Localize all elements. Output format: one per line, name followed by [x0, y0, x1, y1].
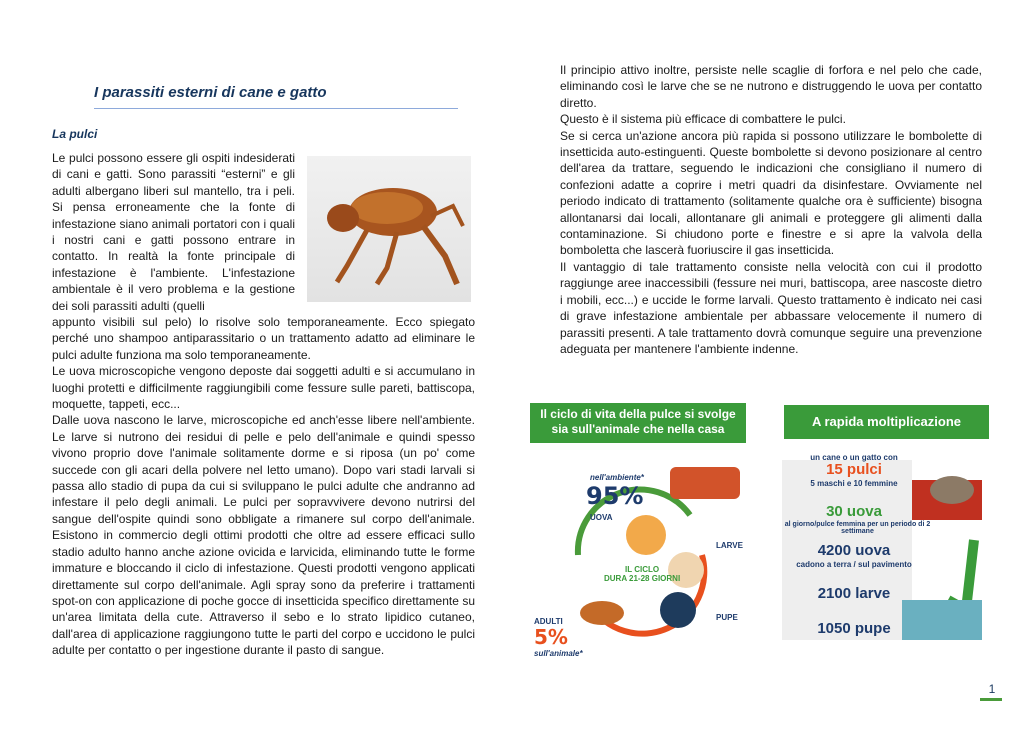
main-text [52, 314, 475, 659]
line-7: cadono a terra / sul pavimento [796, 560, 912, 569]
multiplication-infographic [762, 395, 1000, 663]
larvae-count: 2100 larve [817, 585, 891, 602]
paragraph: Le uova microscopiche vengono deposte dai soggetti adulti e si accumulano in luoghi protetti e difficilmente raggiungibili come fessure sulle pareti, battiscopa, moquette, tappeti, ecc... [52, 364, 475, 412]
right-column-text [560, 62, 982, 357]
environment-label: nell'ambiente* [590, 473, 644, 482]
intro-text [52, 150, 295, 314]
pupae-label: PUPE [716, 613, 738, 622]
animal-label: sull'animale* [534, 649, 583, 658]
eggs-label: UOVA [590, 513, 613, 522]
paragraph: Il principio attivo inoltre, persiste nelle scaglie di forfora e nel pelo che cade, eliminando così le larve che se ne nutrono e distruggendo le uova per contatto diretto. [560, 63, 982, 110]
page-number-rule [980, 698, 1002, 701]
animal-percent: 5% [534, 625, 568, 649]
paragraph: Questo è il sistema più efficace di combattere le pulci. [560, 112, 846, 127]
eggs-total: 4200 uova [817, 542, 891, 559]
multiplication-banner: A rapida moltiplicazione [784, 405, 989, 439]
life-cycle-banner: Il ciclo di vita della pulce si svolge sia sull'animale che nella casa [530, 403, 746, 443]
life-cycle-infographic [520, 395, 758, 663]
paragraph: Se si cerca un'azione ancora più rapida si possono utilizzare le bombolette di insetticida auto-estinguenti. Queste bombolette si devono posizionare al centro dell'area da trattare, seguendo le indicazioni che consigliano il numero di confezioni adatte a coprire i metri quadri da disinfestare. Ovviamente nel periodo indicato di trattamento (solitamente qualche ora è sufficiente) bisogna allontanarsi dai locali, allontanare gli animali e proteggere gli alimenti dalla contaminazione. Si chiudono porte e finestre e si apre la valvola della bomboletta che lascerà fuoriuscire il gas insetticida. [560, 128, 982, 258]
cycle-duration: IL CICLO DURA 21-28 GIORNI [604, 565, 681, 583]
adults-label: ADULTI [534, 617, 563, 626]
larvae-label: LARVE [716, 541, 743, 550]
page-number: 1 [988, 682, 996, 696]
paragraph: Il vantaggio di tale trattamento consiste nella velocità con cui il prodotto raggiunge aree inaccessibili (fessure nei muri, battiscopa, aree nascoste dietro i mobili, ecc...) e uccide le forme larvali. Questo trattamento è indicato nei casi di grave infestazione ambientale per abbassare velocemente il numero di parassiti presenti. A tale trattamento dovrà comunque seguire una prevenzione adeguata per mantenere l'ambiente indenne. [560, 259, 982, 356]
title-underline [94, 108, 458, 109]
flea-photo [307, 156, 471, 302]
eggs-count: 30 uova [826, 503, 882, 520]
line-5: al giorno/pulce femmina per un periodo di 2 settimane [784, 521, 931, 535]
fleas-count: 15 pulci [826, 461, 882, 478]
environment-percent: 95% [586, 482, 644, 510]
section-subtitle: La pulci [52, 127, 98, 141]
page-title: I parassiti esterni di cane e gatto [94, 84, 327, 101]
paragraph: appunto visibili sul pelo) lo risolve solo temporaneamente. Ecco spiegato perché uno shampoo antiparassitario o un trattamento adatto ad eliminare le pulci adulte funziona ma solo temporaneamente. [52, 315, 475, 362]
paragraph: Dalle uova nascono le larve, microscopiche ed anch'esse libere nell'ambiente. Le larve si nutrono dei residui di pelle e pelo dell'animale e quindi spesso vivono proprio dove l'animale solitamente dorme e si riposa (un po' come succede con gli acari della polvere nel letto umano). Dopo vari stadi larvali si passa allo stadio di pupa da cui si sviluppano le pulci adulte che andranno ad infestare il pelo degli animali. Le pulci per sopravvivere devono nutrirsi del sangue dell'ospite quindi sono obbligate a rimanere sul corpo dell'animale. Esistono in commercio degli ottimi prodotti che oltre ad essere efficaci sullo stadio adulto hanno anche azione ovicida e larvicida, eliminando tutte le forme immature e bloccando il ciclo di infestazione. Questi prodotti vengono applicati direttamente sul corpo dell'animale. Agli spray sono da preferire i trattamenti spot-on con applicazione di poche gocce di insetticida specifico direttamente su un'area limitata della cute. Attraverso il sebo e lo strato lipidico cutaneo, dall'area di applicazione raggiungono tutte le parti del corpo e uccidono le pulci adulte per contatto o per ingestione durante il pasto di sangue. [52, 413, 475, 658]
line-1: un cane o un gatto con [810, 453, 898, 462]
pupae-count: 1050 pupe [817, 620, 891, 637]
intro-paragraph: Le pulci possono essere gli ospiti indesiderati di cani e gatti. Sono parassiti “esterni” e gli adulti albergano liberi sul mantello, tra i peli. Si pensa erroneamente che la fonte di infestazione siano animali portatori con i quali i nostri cani e gatti possono entrare in contatto. In realtà la fonte principale di infestazione è l'ambiente. L'infestazione ambientale è il vero problema e la gestione dei soli parassiti adulti (quelli [52, 151, 295, 313]
line-3: 5 maschi e 10 femmine [810, 479, 898, 488]
